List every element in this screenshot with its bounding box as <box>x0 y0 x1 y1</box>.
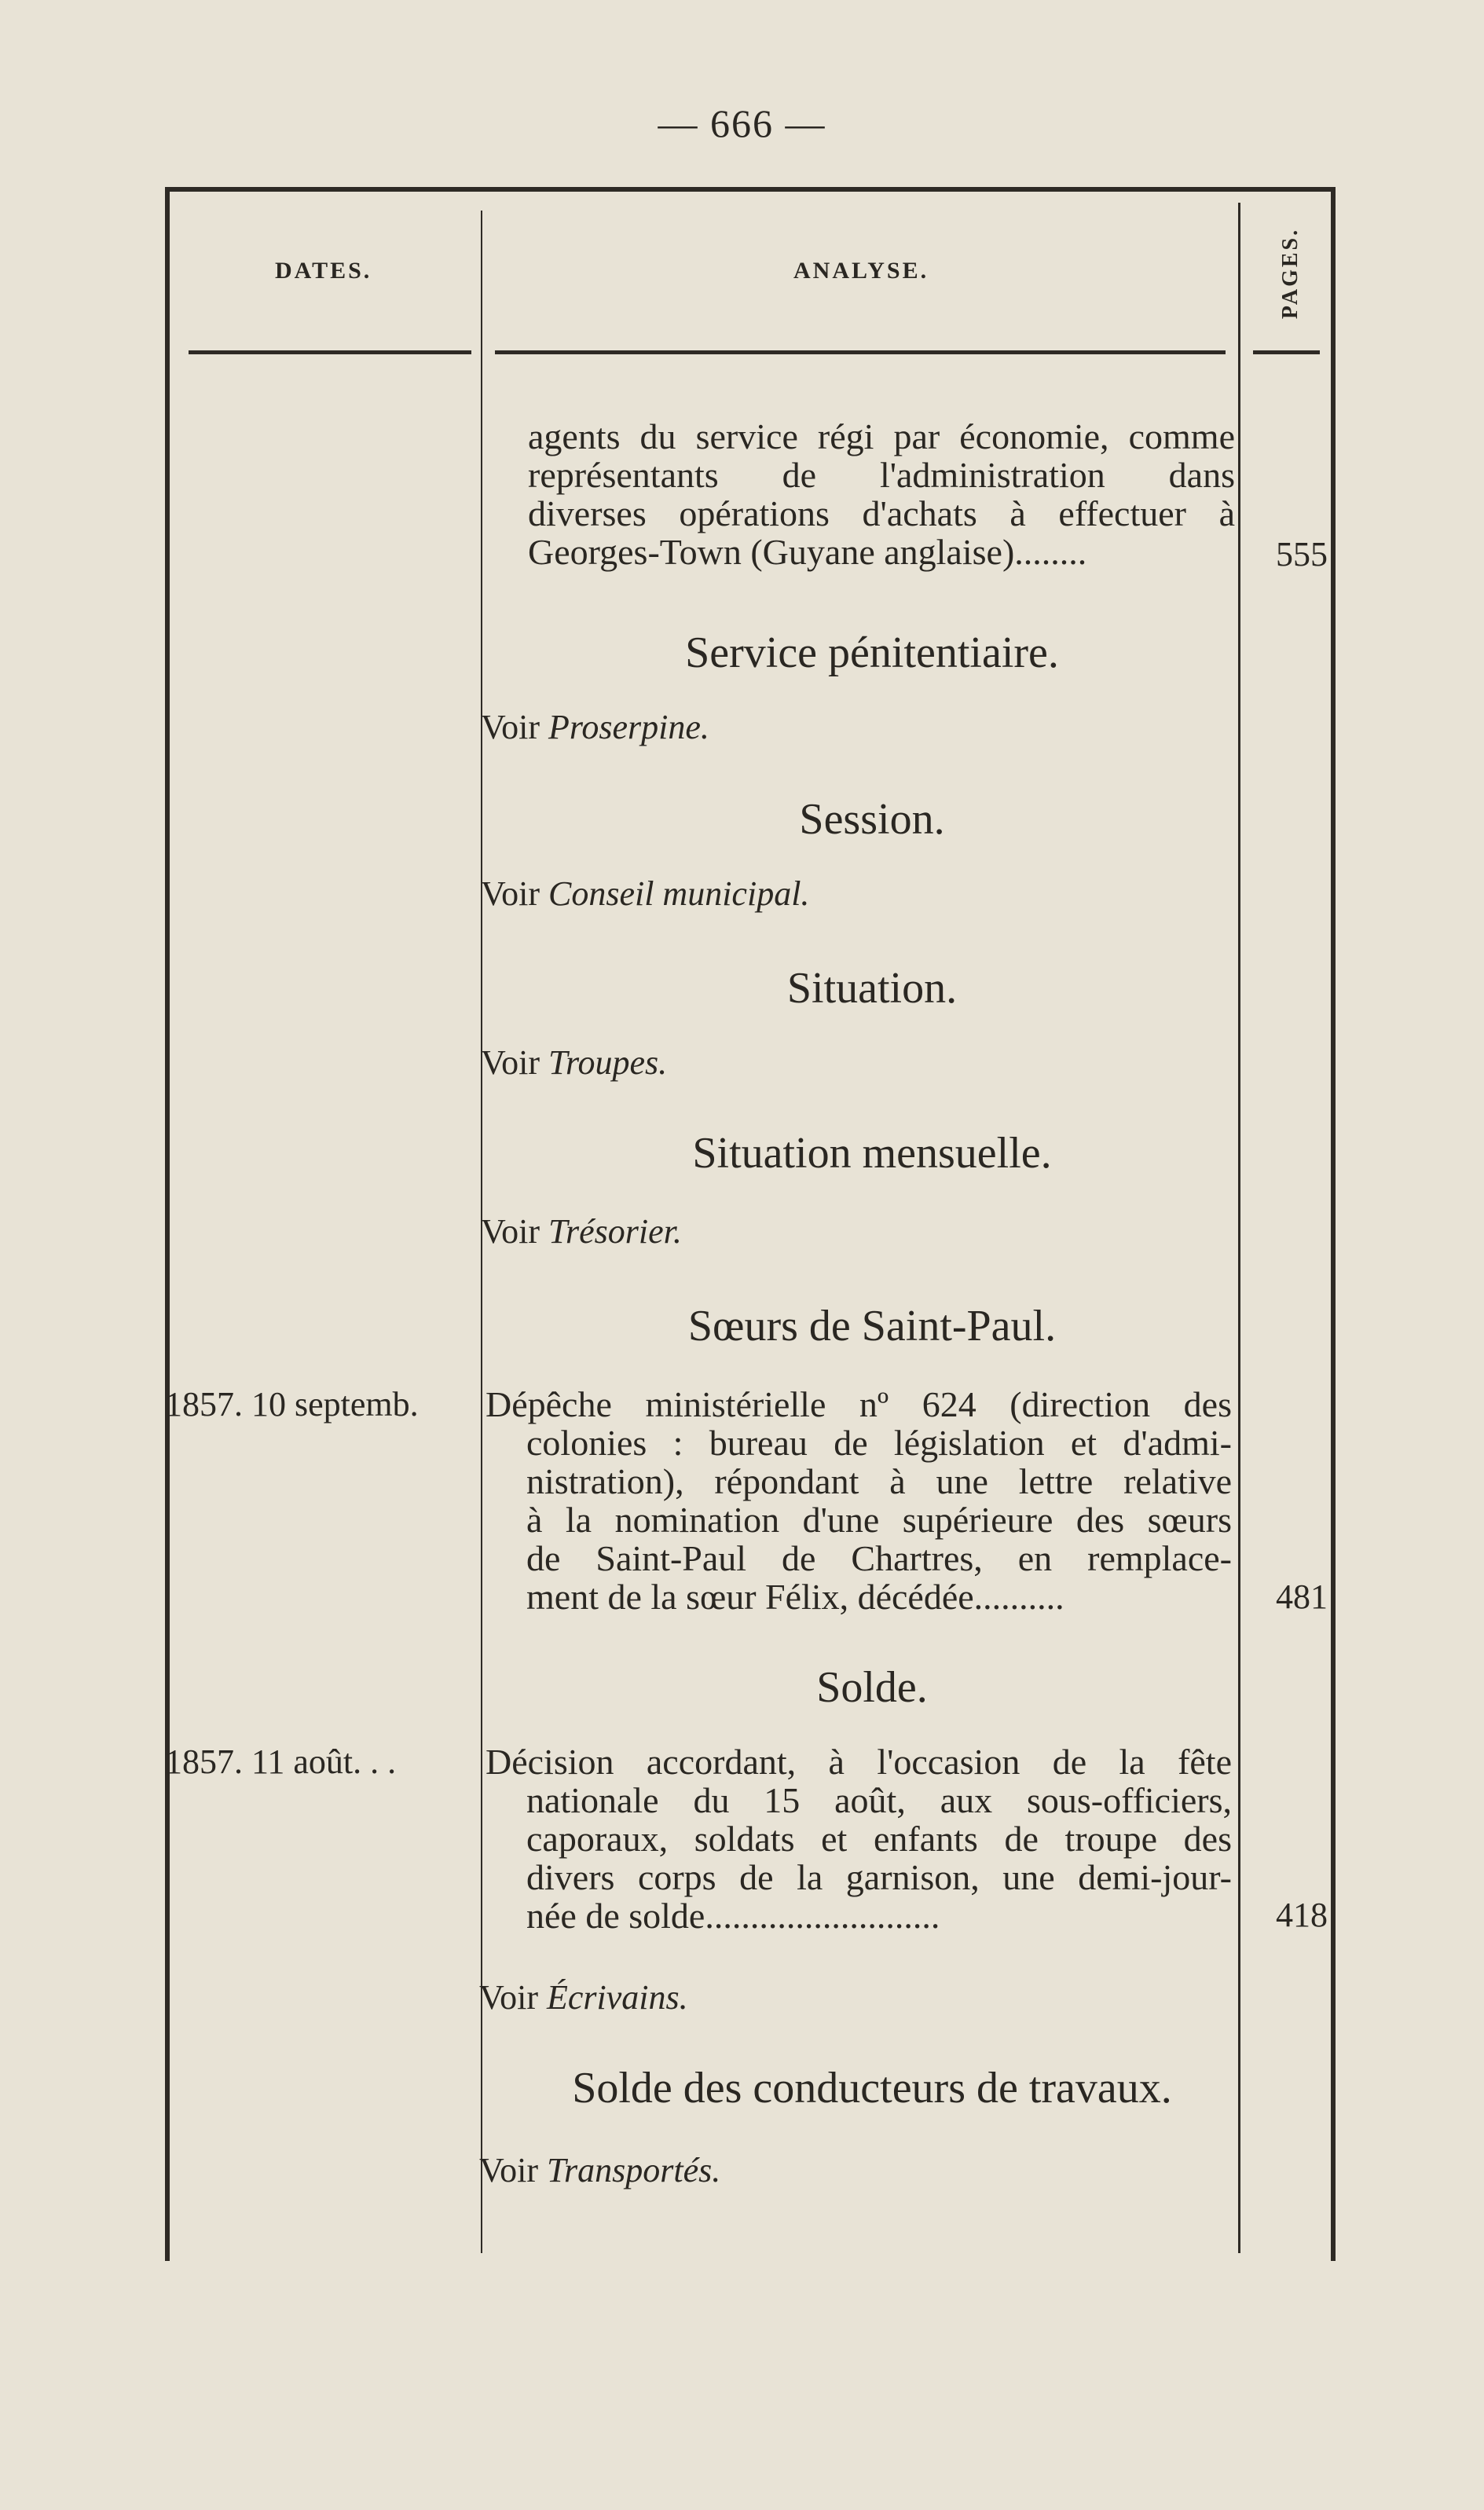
see-also <box>479 1978 688 2017</box>
page-ref: 418 <box>1276 1896 1328 1934</box>
top-rule <box>165 187 1336 192</box>
text-line: Dépêche ministérielle nº 624 (direction des <box>486 1384 1232 1424</box>
see-also <box>481 708 709 747</box>
page-number: — 666 — <box>658 101 826 145</box>
entry-heading: Service pénitentiaire. <box>685 628 1059 677</box>
index-table <box>165 187 1336 2261</box>
see-reference: Écrivains. <box>546 1978 688 2017</box>
column-divider-pages <box>1238 203 1240 2253</box>
entry-continuation-text <box>528 417 1235 571</box>
text-line: caporaux, soldats et enfants de troupe des <box>526 1819 1232 1859</box>
see-also <box>481 1043 667 1083</box>
see-also <box>479 2151 720 2190</box>
left-border <box>165 187 170 2261</box>
entry-heading: Sœurs de Saint-Paul. <box>687 1302 1057 1350</box>
see-reference: Proserpine. <box>548 708 709 746</box>
header-analyse: ANALYSE. <box>793 258 929 284</box>
header-pages <box>1263 211 1318 336</box>
page-ref: 555 <box>1276 535 1328 573</box>
text-line: divers corps de la garnison, une demi-jour- <box>526 1857 1232 1897</box>
text-line: née de solde.......................... <box>526 1896 940 1936</box>
header-rule-pages <box>1253 350 1320 354</box>
see-also <box>481 874 809 914</box>
text-line: diverses opérations d'achats à effectuer à <box>528 493 1235 533</box>
right-border <box>1331 187 1336 2261</box>
text-line: représentants de l'administration dans <box>528 455 1235 495</box>
see-label: Voir <box>481 874 540 913</box>
text-line: colonies : bureau de législation et d'admi- <box>526 1423 1232 1463</box>
header-dates: DATES. <box>275 258 372 284</box>
header-rule-dates <box>189 350 471 354</box>
text-line: agents du service régi par économie, comme <box>528 416 1235 456</box>
see-label: Voir <box>481 1043 540 1082</box>
text-line: de Saint-Paul de Chartres, en remplace- <box>526 1538 1232 1578</box>
entry-date: 1857. 10 septemb. <box>165 1385 419 1424</box>
see-also <box>481 1212 682 1251</box>
text-line: nistration), répondant à une lettre relative <box>526 1461 1232 1501</box>
text-line: ment de la sœur Félix, décédée.......... <box>526 1577 1064 1617</box>
see-reference: Conseil municipal. <box>548 874 810 913</box>
header-rule-analyse <box>495 350 1226 354</box>
entry-heading: Solde des conducteurs de travaux. <box>572 2064 1172 2112</box>
entry-heading: Situation. <box>786 964 958 1013</box>
page-ref: 481 <box>1276 1577 1328 1616</box>
text-line: à la nomination d'une supérieure des sœurs <box>526 1500 1232 1540</box>
see-label: Voir <box>479 1978 538 2017</box>
header-pages-label: PAGES. <box>1278 227 1303 320</box>
entry-date: 1857. 11 août. . . <box>165 1742 397 1781</box>
entry-heading: Session. <box>799 795 945 844</box>
entry-heading: Solde. <box>816 1663 928 1712</box>
see-reference: Transportés. <box>546 2151 721 2189</box>
entry-text <box>486 1385 1232 1616</box>
entry-heading: Situation mensuelle. <box>692 1129 1052 1178</box>
see-reference: Trésorier. <box>548 1212 682 1251</box>
entry-text <box>486 1742 1232 1935</box>
see-label: Voir <box>479 2151 538 2189</box>
see-label: Voir <box>481 1212 540 1251</box>
text-line: Décision accordant, à l'occasion de la fête <box>486 1742 1232 1782</box>
see-label: Voir <box>481 708 540 746</box>
see-reference: Troupes. <box>548 1043 668 1082</box>
text-line: nationale du 15 août, aux sous-officiers, <box>526 1780 1232 1820</box>
text-line: Georges-Town (Guyane anglaise)........ <box>528 532 1087 572</box>
